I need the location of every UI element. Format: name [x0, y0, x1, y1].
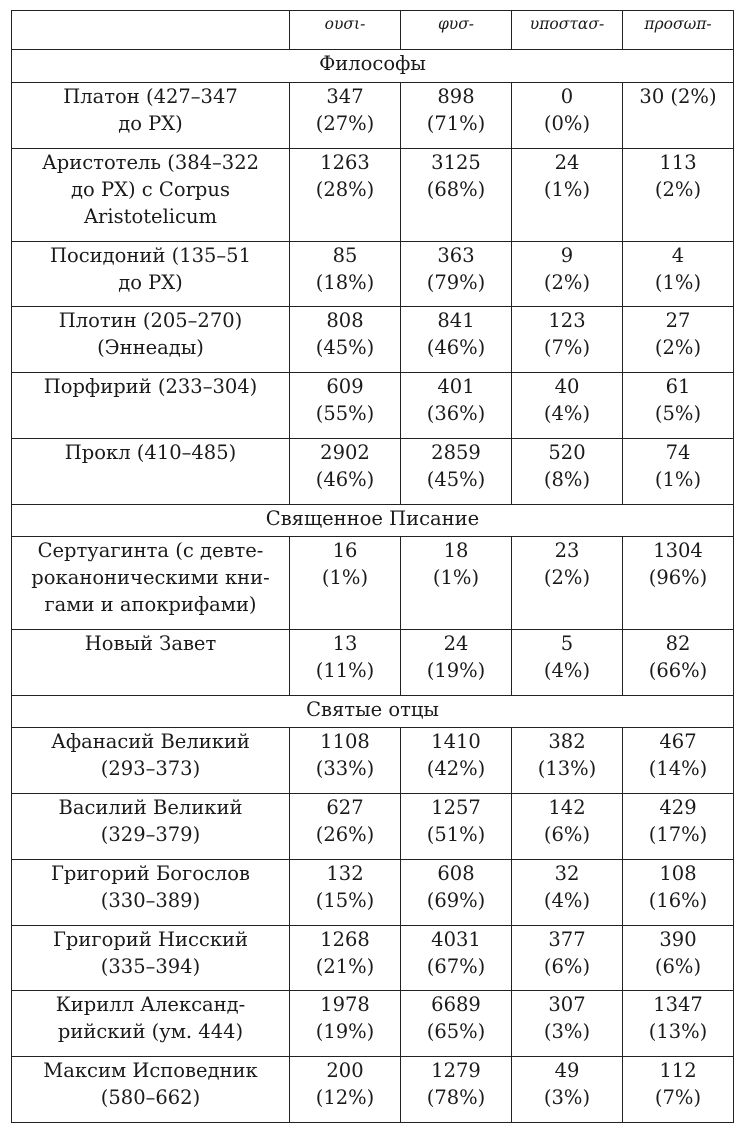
- count-value: 27: [665, 309, 691, 333]
- percent-value: (45%): [315, 336, 375, 360]
- percent-value: (11%): [315, 659, 375, 683]
- count-value: 627: [326, 796, 364, 820]
- value-cell: [290, 148, 401, 241]
- value-cell: [401, 373, 512, 439]
- author-name-line: роканоническими кни-: [31, 566, 270, 590]
- count-value: 61: [665, 375, 691, 399]
- count-value: 112: [659, 1059, 697, 1083]
- percent-value: (19%): [426, 659, 486, 683]
- value-cell: [401, 148, 512, 241]
- percent-value: (27%): [315, 111, 375, 135]
- percent-value: (4%): [543, 888, 591, 912]
- count-value: 377: [548, 927, 586, 951]
- value-cell: [623, 728, 734, 794]
- percent-value: (3%): [543, 1086, 591, 1110]
- author-cell: [12, 307, 290, 373]
- author-name-line: Aristotelicum: [83, 204, 218, 228]
- percent-value: (46%): [315, 467, 375, 491]
- value-cell: [623, 991, 734, 1057]
- value-cell: [623, 82, 734, 148]
- table-row: [12, 82, 734, 148]
- count-value: 608: [437, 861, 475, 885]
- author-name-line: Прокл (410–485): [64, 440, 237, 464]
- count-value: 18: [443, 539, 469, 563]
- count-value: 429: [659, 796, 697, 820]
- value-cell: [401, 82, 512, 148]
- value-cell: [623, 794, 734, 860]
- author-name-line: до РХ) с Corpus: [71, 177, 230, 201]
- percent-value: (36%): [426, 402, 486, 426]
- header-cell-hypostas: υποστασ-: [512, 11, 623, 50]
- count-value: 1410: [431, 730, 481, 754]
- percent-value: (66%): [648, 659, 708, 683]
- value-cell: [401, 925, 512, 991]
- percent-value: (2%): [654, 177, 702, 201]
- value-cell: [290, 82, 401, 148]
- header-cell-ousi: ουσι-: [290, 11, 401, 50]
- count-value: 1257: [431, 796, 481, 820]
- author-name-line: Порфирий (233–304): [43, 375, 258, 399]
- author-cell: [12, 728, 290, 794]
- value-cell: [290, 373, 401, 439]
- value-cell: [290, 925, 401, 991]
- value-cell: [290, 307, 401, 373]
- count-value: 132: [326, 861, 364, 885]
- value-cell: [623, 373, 734, 439]
- percent-value: (2%): [654, 336, 702, 360]
- author-name-line: Максим Исповедник: [43, 1059, 258, 1083]
- count-value: 23: [554, 539, 580, 563]
- count-value: 1108: [320, 730, 370, 754]
- section-row: [12, 50, 734, 82]
- value-cell: [623, 1057, 734, 1123]
- author-name-line: Афанасий Великий: [51, 730, 250, 754]
- count-value: 4: [671, 243, 685, 267]
- count-value: 1978: [320, 993, 370, 1017]
- percent-value: (8%): [543, 467, 591, 491]
- author-name-line: (329–379): [100, 823, 201, 847]
- percent-value: (46%): [426, 336, 486, 360]
- author-name-line: Плотин (205–270): [58, 309, 243, 333]
- value-cell: [401, 728, 512, 794]
- value-cell: [290, 438, 401, 504]
- author-name-line: гами и апокрифами): [44, 593, 257, 617]
- table-row: [12, 307, 734, 373]
- percent-value: (4%): [543, 659, 591, 683]
- percent-value: (2%): [543, 566, 591, 590]
- percent-value: (7%): [543, 336, 591, 360]
- value-cell: [290, 794, 401, 860]
- value-cell: [401, 1057, 512, 1123]
- table-row: [12, 1057, 734, 1123]
- percent-value: (28%): [315, 177, 375, 201]
- value-cell: [512, 373, 623, 439]
- count-value: 4031: [431, 927, 481, 951]
- author-name-line: (Эннеады): [97, 336, 204, 360]
- table-row: [12, 148, 734, 241]
- author-cell: [12, 373, 290, 439]
- count-value: 898: [437, 84, 475, 108]
- value-cell: [623, 241, 734, 307]
- table-row: [12, 991, 734, 1057]
- table-row: [12, 794, 734, 860]
- value-cell: [401, 859, 512, 925]
- count-value: 82: [665, 632, 691, 656]
- value-cell: [512, 438, 623, 504]
- author-name-line: Григорий Богослов: [50, 861, 251, 885]
- value-cell: [401, 307, 512, 373]
- percent-value: (18%): [315, 270, 375, 294]
- value-cell: [290, 859, 401, 925]
- count-value: 74: [665, 440, 691, 464]
- author-cell: [12, 1057, 290, 1123]
- value-cell: [512, 307, 623, 373]
- author-name-line: (330–389): [100, 888, 201, 912]
- count-value: 16: [332, 539, 358, 563]
- table-body: [12, 11, 734, 1123]
- header-row: [12, 11, 734, 50]
- count-value: 40: [554, 375, 580, 399]
- count-value: 32: [554, 861, 580, 885]
- count-value: 6689: [431, 993, 481, 1017]
- value-cell: [512, 925, 623, 991]
- author-name-line: Сертуагинта (с девте-: [37, 539, 264, 563]
- author-name-line: Василий Великий: [58, 796, 243, 820]
- section-title: Священное Писание: [12, 504, 734, 536]
- count-value: 1263: [320, 150, 370, 174]
- count-value: 1279: [431, 1059, 481, 1083]
- percent-value: (2%): [543, 270, 591, 294]
- percent-value: (5%): [654, 402, 702, 426]
- count-value: 609: [326, 375, 364, 399]
- count-value: 467: [659, 730, 697, 754]
- value-cell: [623, 438, 734, 504]
- value-cell: [512, 630, 623, 696]
- value-cell: [401, 630, 512, 696]
- value-cell: [290, 537, 401, 630]
- percent-value: (42%): [426, 757, 486, 781]
- count-value: 1347: [653, 993, 703, 1017]
- count-value: 841: [437, 309, 475, 333]
- value-cell: [401, 537, 512, 630]
- author-cell: [12, 859, 290, 925]
- count-value: 123: [548, 309, 586, 333]
- percent-value: (68%): [426, 177, 486, 201]
- count-value: 200: [326, 1059, 364, 1083]
- value-cell: [512, 241, 623, 307]
- author-name-line: Аристотель (384–322: [41, 150, 260, 174]
- author-cell: [12, 630, 290, 696]
- value-cell: [623, 307, 734, 373]
- author-name-line: Григорий Нисский: [52, 927, 249, 951]
- value-cell: [290, 728, 401, 794]
- table-row: [12, 630, 734, 696]
- author-cell: [12, 794, 290, 860]
- count-value: 108: [659, 861, 697, 885]
- author-cell: [12, 82, 290, 148]
- percent-value: (1%): [432, 566, 480, 590]
- percent-value: (7%): [654, 1086, 702, 1110]
- author-name-line: (580–662): [100, 1086, 201, 1110]
- author-cell: [12, 991, 290, 1057]
- value-cell: [623, 148, 734, 241]
- value-cell: [512, 991, 623, 1057]
- section-title: Философы: [12, 50, 734, 82]
- author-name-line: Кирилл Александ-: [55, 993, 246, 1017]
- percent-value: (13%): [648, 1020, 708, 1044]
- author-cell: [12, 537, 290, 630]
- count-value: 13: [332, 632, 358, 656]
- table-row: [12, 241, 734, 307]
- value-cell: [512, 82, 623, 148]
- author-name-line: Новый Завет: [84, 632, 217, 656]
- value-cell: [401, 794, 512, 860]
- percent-value: (1%): [654, 467, 702, 491]
- percent-value: (65%): [426, 1020, 486, 1044]
- value-cell: [401, 991, 512, 1057]
- author-cell: [12, 241, 290, 307]
- statistics-table: [11, 10, 734, 1123]
- percent-value: (6%): [654, 954, 702, 978]
- percent-value: (51%): [426, 823, 486, 847]
- value-cell: [623, 925, 734, 991]
- percent-value: (17%): [648, 823, 708, 847]
- count-value: 113: [659, 150, 697, 174]
- percent-value: (19%): [315, 1020, 375, 1044]
- value-cell: [623, 859, 734, 925]
- percent-value: (71%): [426, 111, 486, 135]
- percent-value: (6%): [543, 823, 591, 847]
- percent-value: (79%): [426, 270, 486, 294]
- count-value: 347: [326, 84, 364, 108]
- count-value: 5: [560, 632, 574, 656]
- percent-value: (26%): [315, 823, 375, 847]
- percent-value: (45%): [426, 467, 486, 491]
- percent-value: (3%): [543, 1020, 591, 1044]
- value-cell: [512, 859, 623, 925]
- percent-value: (12%): [315, 1086, 375, 1110]
- section-title: Святые отцы: [12, 695, 734, 727]
- table-row: [12, 438, 734, 504]
- percent-value: (96%): [648, 566, 708, 590]
- value-cell: [623, 630, 734, 696]
- value-cell: [512, 728, 623, 794]
- table-row: [12, 728, 734, 794]
- author-cell: [12, 148, 290, 241]
- percent-value: (4%): [543, 402, 591, 426]
- percent-value: (69%): [426, 888, 486, 912]
- percent-value: (55%): [315, 402, 375, 426]
- count-value: 808: [326, 309, 364, 333]
- author-name-line: Посидоний (135–51: [50, 243, 251, 267]
- author-cell: [12, 925, 290, 991]
- percent-value: (15%): [315, 888, 375, 912]
- percent-value: (33%): [315, 757, 375, 781]
- count-value: 390: [659, 927, 697, 951]
- percent-value: (21%): [315, 954, 375, 978]
- percent-value: (1%): [543, 177, 591, 201]
- author-name-line: (293–373): [100, 757, 201, 781]
- header-cell-prosop: προσωπ-: [623, 11, 734, 50]
- count-value: 382: [548, 730, 586, 754]
- percent-value: (1%): [654, 270, 702, 294]
- value-cell: [290, 1057, 401, 1123]
- value-cell: [623, 537, 734, 630]
- value-cell: [512, 1057, 623, 1123]
- percent-value: (1%): [321, 566, 369, 590]
- header-cell-phys: φυσ-: [401, 11, 512, 50]
- section-row: [12, 504, 734, 536]
- count-value: 0: [560, 84, 574, 108]
- count-value: 363: [437, 243, 475, 267]
- author-name-line: до РХ): [118, 270, 183, 294]
- percent-value: (6%): [543, 954, 591, 978]
- count-value: 24: [443, 632, 469, 656]
- count-value: 3125: [431, 150, 481, 174]
- percent-value: (67%): [426, 954, 486, 978]
- header-cell-author: [12, 11, 290, 50]
- count-value: 142: [548, 796, 586, 820]
- author-name-line: до РХ): [118, 111, 183, 135]
- count-value: 520: [548, 440, 586, 464]
- count-value: 30 (2%): [639, 84, 717, 108]
- percent-value: (14%): [648, 757, 708, 781]
- value-cell: [290, 991, 401, 1057]
- count-value: 9: [560, 243, 574, 267]
- count-value: 85: [332, 243, 358, 267]
- table-row: [12, 925, 734, 991]
- count-value: 2902: [320, 440, 370, 464]
- table-row: [12, 537, 734, 630]
- value-cell: [401, 241, 512, 307]
- value-cell: [512, 537, 623, 630]
- value-cell: [290, 630, 401, 696]
- count-value: 401: [437, 375, 475, 399]
- author-name-line: (335–394): [100, 954, 201, 978]
- value-cell: [290, 241, 401, 307]
- count-value: 24: [554, 150, 580, 174]
- percent-value: (16%): [648, 888, 708, 912]
- table-row: [12, 373, 734, 439]
- count-value: 1304: [653, 539, 703, 563]
- author-name-line: Платон (427–347: [63, 84, 238, 108]
- count-value: 2859: [431, 440, 481, 464]
- percent-value: (13%): [537, 757, 597, 781]
- count-value: 49: [554, 1059, 580, 1083]
- table-row: [12, 859, 734, 925]
- percent-value: (78%): [426, 1086, 486, 1110]
- value-cell: [512, 794, 623, 860]
- section-row: [12, 695, 734, 727]
- author-cell: [12, 438, 290, 504]
- value-cell: [512, 148, 623, 241]
- count-value: 1268: [320, 927, 370, 951]
- percent-value: (0%): [543, 111, 591, 135]
- author-name-line: рийский (ум. 444): [57, 1020, 244, 1044]
- value-cell: [401, 438, 512, 504]
- count-value: 307: [548, 993, 586, 1017]
